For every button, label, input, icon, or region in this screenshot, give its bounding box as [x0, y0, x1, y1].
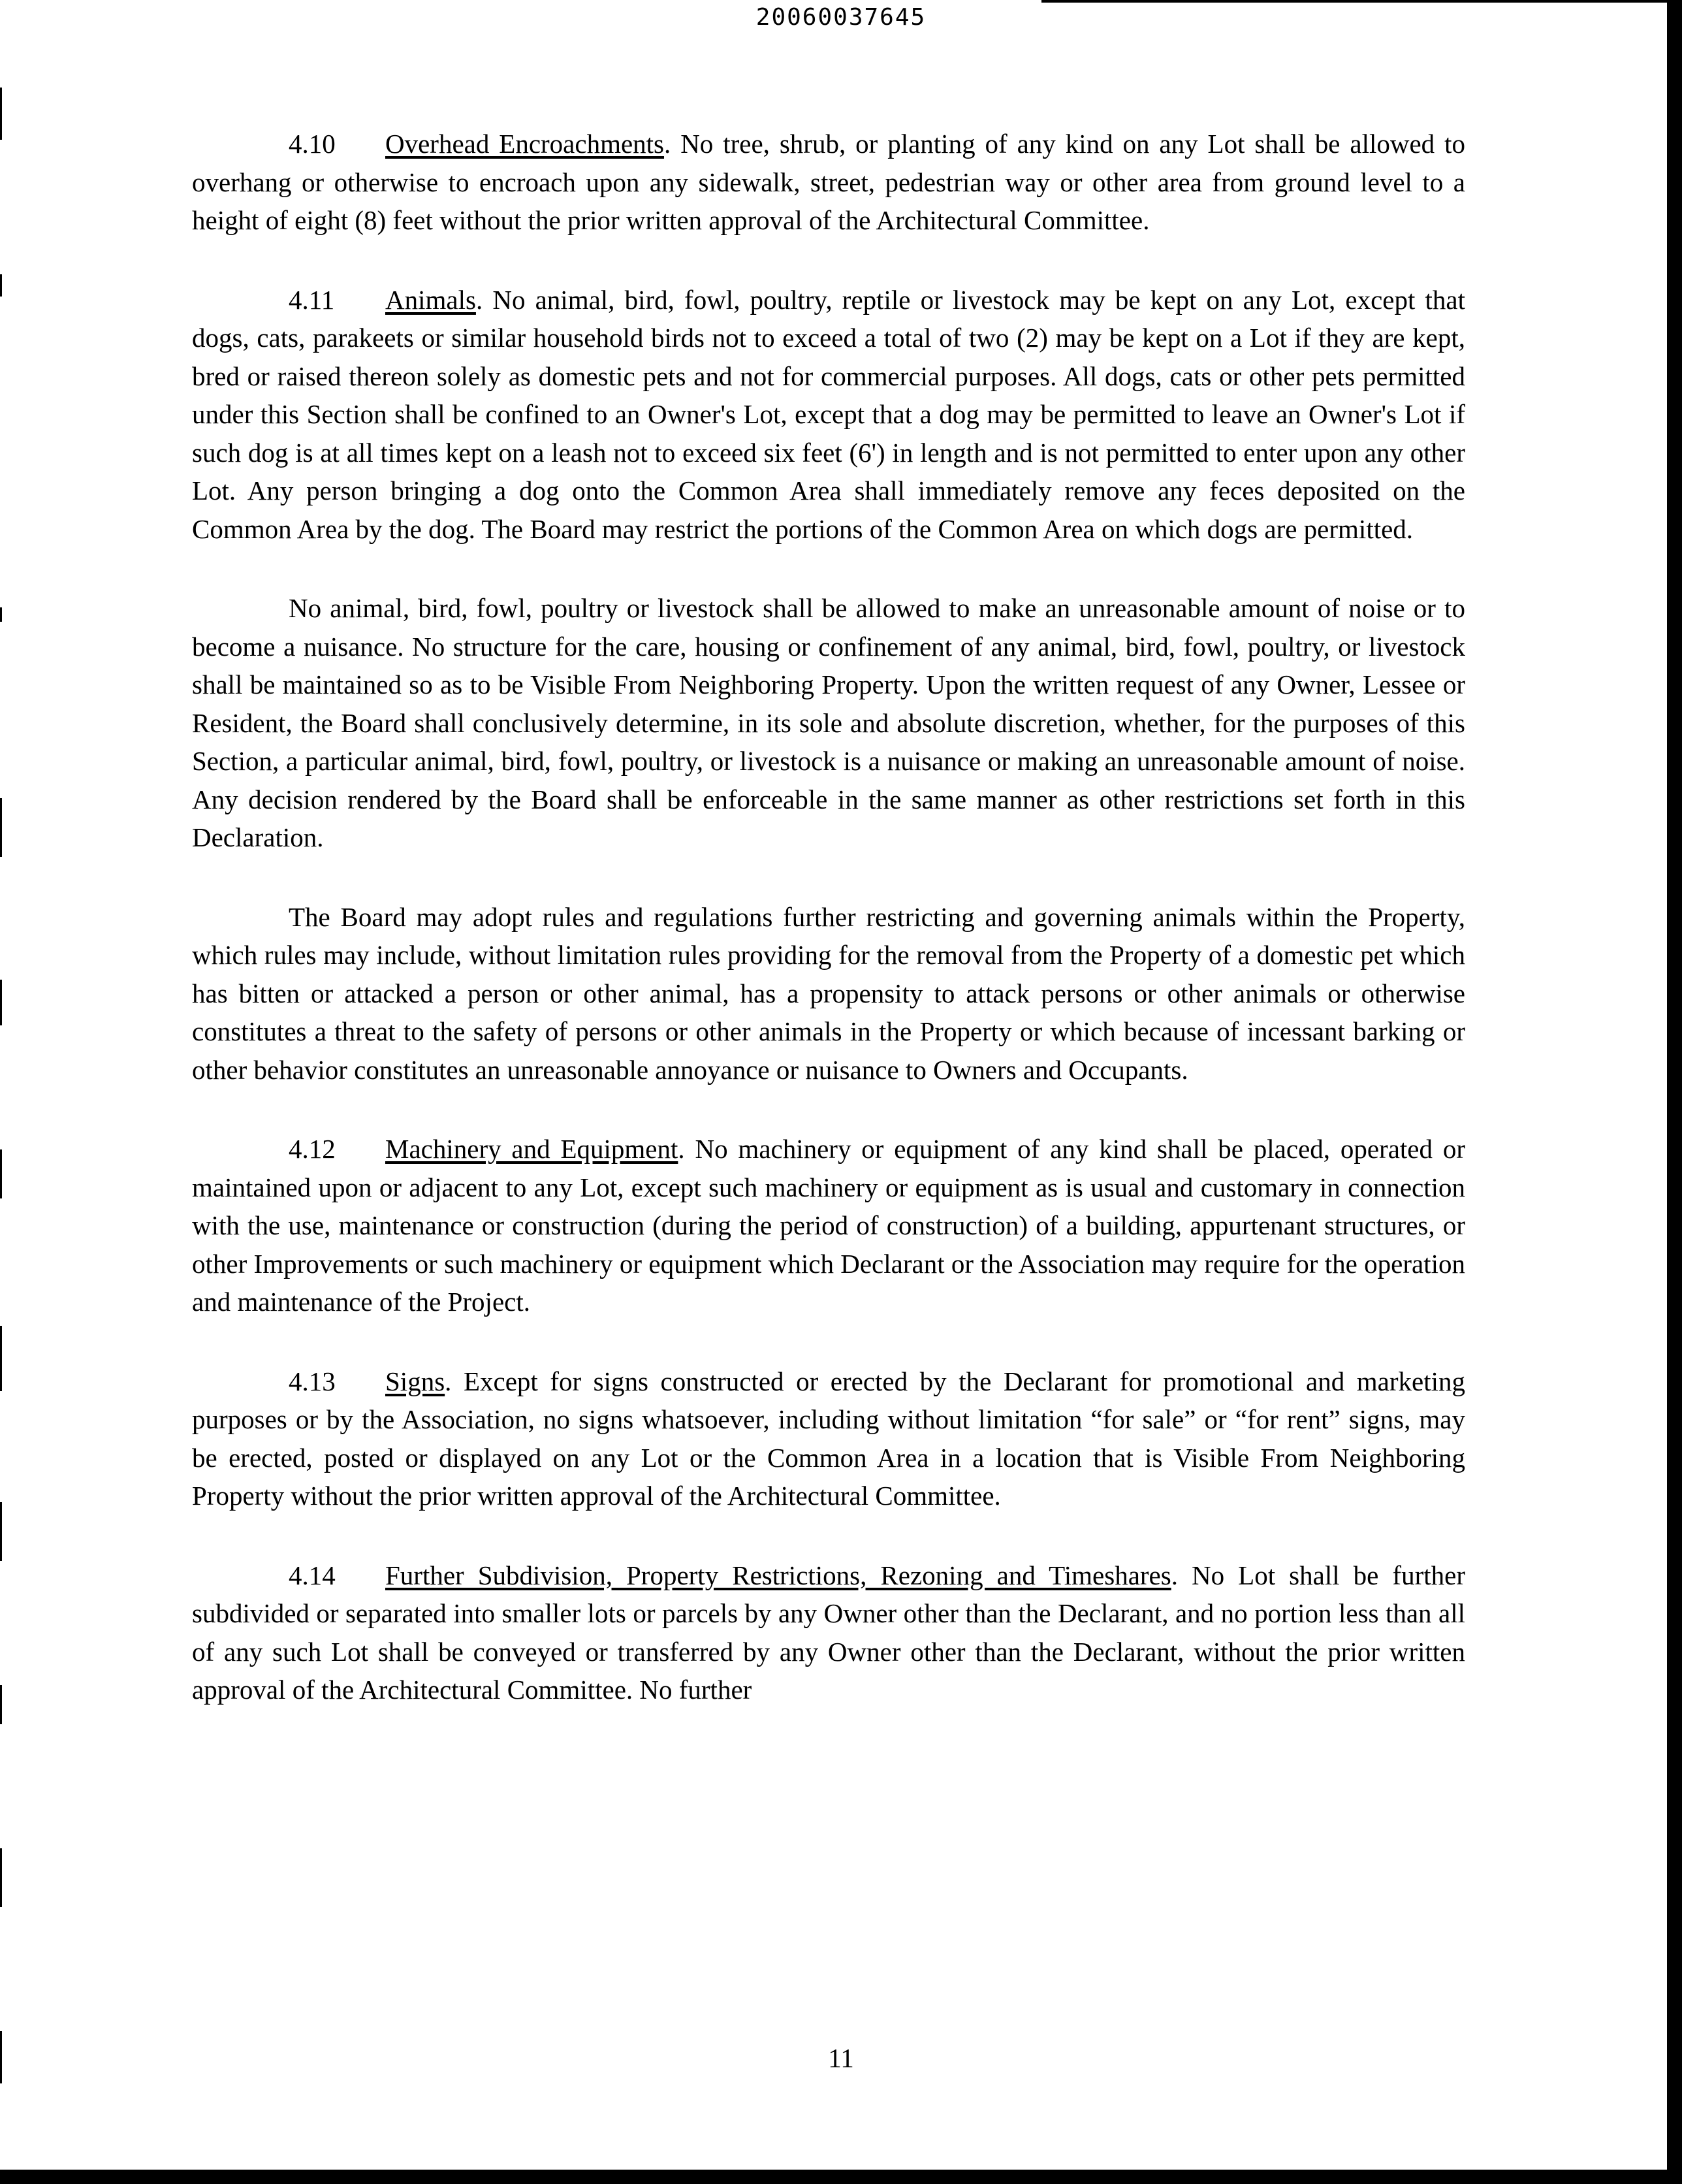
- section-heading: Further Subdivision, Property Restrictions, Rezoning and Timeshares: [385, 1560, 1171, 1590]
- section-number: 4.13: [289, 1366, 336, 1396]
- section-4-13: [192, 1362, 1465, 1515]
- animals-rules-paragraph: [192, 898, 1465, 1089]
- section-4-11: [192, 281, 1465, 549]
- section-heading: Animals: [385, 284, 476, 315]
- section-number: 4.11: [289, 284, 335, 315]
- scan-edge-mark: [0, 88, 2, 140]
- page-number: 11: [828, 2043, 854, 2073]
- scan-edge-mark: [0, 1326, 2, 1391]
- bottom-scan-border: [0, 2170, 1682, 2184]
- section-4-14: [192, 1556, 1465, 1709]
- section-text: . Except for signs constructed or erected by the Declarant for promotional and marketing purposes or by the Association, no signs whatsoever, including without limitation “for sale” or “for rent” signs, may be erected, posted or displayed on any Lot or the Common Area in a location that is Visible From Neighboring Property without the prior written approval of the Architectural Committee.: [192, 1366, 1465, 1511]
- document-number: 20060037645: [755, 4, 927, 31]
- scan-edge-mark: [0, 1848, 2, 1907]
- scan-edge-mark: [0, 1502, 2, 1561]
- scan-edge-mark: [0, 274, 2, 297]
- section-number: 4.10: [289, 129, 336, 159]
- right-scan-border: [1667, 0, 1682, 2184]
- scan-edge-mark: [0, 607, 2, 622]
- section-4-12: [192, 1130, 1465, 1321]
- document-body: [192, 125, 1465, 1750]
- paragraph-text: The Board may adopt rules and regulations further restricting and governing animals within the Property, which rules may include, without limitation rules providing for the removal from the Property of a domestic pet which has bitten or attacked a person or other animal, has a propensity to attack persons or other animals or otherwise constitutes a threat to the safety of persons or other animals in the Property or which because of incessant barking or other behavior constitutes an unreasonable annoyance or nuisance to Owners and Occupants.: [192, 901, 1465, 1085]
- section-text: . No tree, shrub, or planting of any kind on any Lot shall be allowed to overhang or otherwise to encroach upon any sidewalk, street, pedestrian way or other area from ground level to a height of eight (8) feet without the prior written approval of the Architectural Committee.: [192, 129, 1465, 235]
- section-text: . No Lot shall be further subdivided or separated into smaller lots or parcels by any Owner other than the Declarant, and no portion less than all of any such Lot shall be conveyed or transferred by any Owner other than the Declarant, without the prior written approval of the Architectural Committee. No further: [192, 1560, 1465, 1705]
- section-number: 4.12: [289, 1134, 336, 1164]
- animals-noise-paragraph: [192, 589, 1465, 857]
- scan-edge-mark: [0, 980, 2, 1025]
- section-text: . No machinery or equipment of any kind shall be placed, operated or maintained upon or adjacent to any Lot, except such machinery or equipment as is usual and customary in connection with the use, maintenance or construction (during the period of construction) of a building, appurtenant structures, or other Improvements or such machinery or equipment which Declarant or the Association may require for the operation and maintenance of the Project.: [192, 1134, 1465, 1317]
- section-4-10: [192, 125, 1465, 240]
- section-text: . No animal, bird, fowl, poultry, reptile or livestock may be kept on any Lot, except that dogs, cats, parakeets or similar household birds not to exceed a total of two (2) may be kept on a Lot if they are kept, bred or raised thereon solely as domestic pets and not for commercial purposes. All dogs, cats or other pets permitted under this Section shall be confined to an Owner's Lot, except that a dog may be permitted to leave an Owner's Lot if such dog is at all times kept on a leash not to exceed six feet (6') in length and is not permitted to enter upon any other Lot. Any person bringing a dog onto the Common Area shall immediately remove any feces deposited on the Common Area by the dog. The Board may restrict the portions of the Common Area on which dogs are permitted.: [192, 284, 1465, 544]
- section-heading: Machinery and Equipment: [385, 1134, 678, 1164]
- scan-edge-mark: [0, 1685, 2, 1724]
- section-heading: Signs: [385, 1366, 445, 1396]
- scan-edge-mark: [0, 1149, 2, 1198]
- section-heading: Overhead Encroachments: [385, 129, 665, 159]
- section-number: 4.14: [289, 1560, 336, 1590]
- paragraph-text: No animal, bird, fowl, poultry or livestock shall be allowed to make an unreasonable amount of noise or to become a nuisance. No structure for the care, housing or confinement of any animal, bird, fowl, poultry, or livestock shall be maintained so as to be Visible From Neighboring Property. Upon the written request of any Owner, Lessee or Resident, the Board shall conclusively determine, in its sole and absolute discretion, whether, for the purposes of this Section, a particular animal, bird, fowl, poultry, or livestock is a nuisance or making an unreasonable amount of noise. Any decision rendered by the Board shall be enforceable in the same manner as other restrictions set forth in this Declaration.: [192, 593, 1465, 852]
- scan-edge-mark: [0, 798, 2, 857]
- top-scan-border: [1041, 0, 1682, 3]
